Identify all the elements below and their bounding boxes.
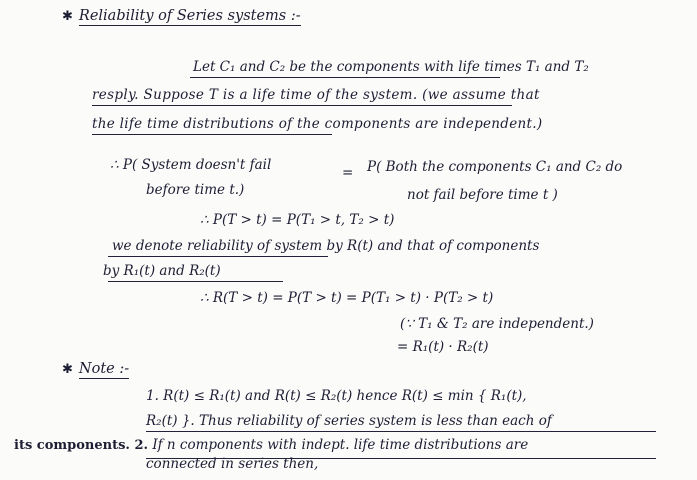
note-title: Note :- <box>78 361 130 377</box>
note-heading <box>62 360 129 379</box>
derivation-line-1-left: ∴ P( System doesn't fail <box>110 157 272 173</box>
star-bullet-icon: ✱ <box>62 9 73 24</box>
intro-underline-1 <box>190 77 500 78</box>
intro-line-2: resply. Suppose T is a life time of the system. (we assume that <box>92 87 540 103</box>
note-line-3 <box>14 436 528 455</box>
derivation-underline-5 <box>108 281 283 282</box>
derivation-underline-4 <box>108 256 328 257</box>
note-line-3-text: If n components with indept. life time distributions are <box>152 437 529 453</box>
note-star-icon: ✱ <box>62 362 73 377</box>
derivation-line-8: = R₁(t) · R₂(t) <box>397 339 489 355</box>
intro-line-3: the life time distributions of the components are independent.) <box>92 116 543 132</box>
note-line-4: connected in series then, <box>146 456 319 472</box>
derivation-line-2-left: before time t.) <box>146 182 245 198</box>
intro-underline-2 <box>92 105 512 106</box>
section-heading <box>62 7 301 26</box>
derivation-line-1-right: P( Both the components C₁ and C₂ do <box>367 159 623 175</box>
note-line-2: R₂(t) }. Thus reliability of series system is less than each of <box>146 413 552 429</box>
derivation-line-2-right: not fail before time t ) <box>407 187 558 203</box>
derivation-line-6: ∴ R(T > t) = P(T > t) = P(T₁ > t) · P(T₂ > t) <box>200 290 494 306</box>
intro-line-1: Let C₁ and C₂ be the components with life times T₁ and T₂ <box>193 59 589 75</box>
derivation-line-5: by R₁(t) and R₂(t) <box>103 263 221 279</box>
derivation-line-3: ∴ P(T > t) = P(T₁ > t, T₂ > t) <box>200 212 395 228</box>
note-line-1: 1. R(t) ≤ R₁(t) and R(t) ≤ R₂(t) hence R(t) ≤ min { R₁(t), <box>146 388 527 404</box>
derivation-line-4: we denote reliability of system by R(t) and that of components <box>112 238 540 254</box>
derivation-line-7: (∵ T₁ & T₂ are independent.) <box>400 316 594 332</box>
note-underline-2 <box>146 431 656 432</box>
note-line-3-lead: its components. 2. <box>14 438 149 453</box>
derivation-equals: = <box>342 165 354 181</box>
intro-underline-3 <box>92 134 332 135</box>
heading-title: Reliability of Series systems :- <box>78 8 301 24</box>
